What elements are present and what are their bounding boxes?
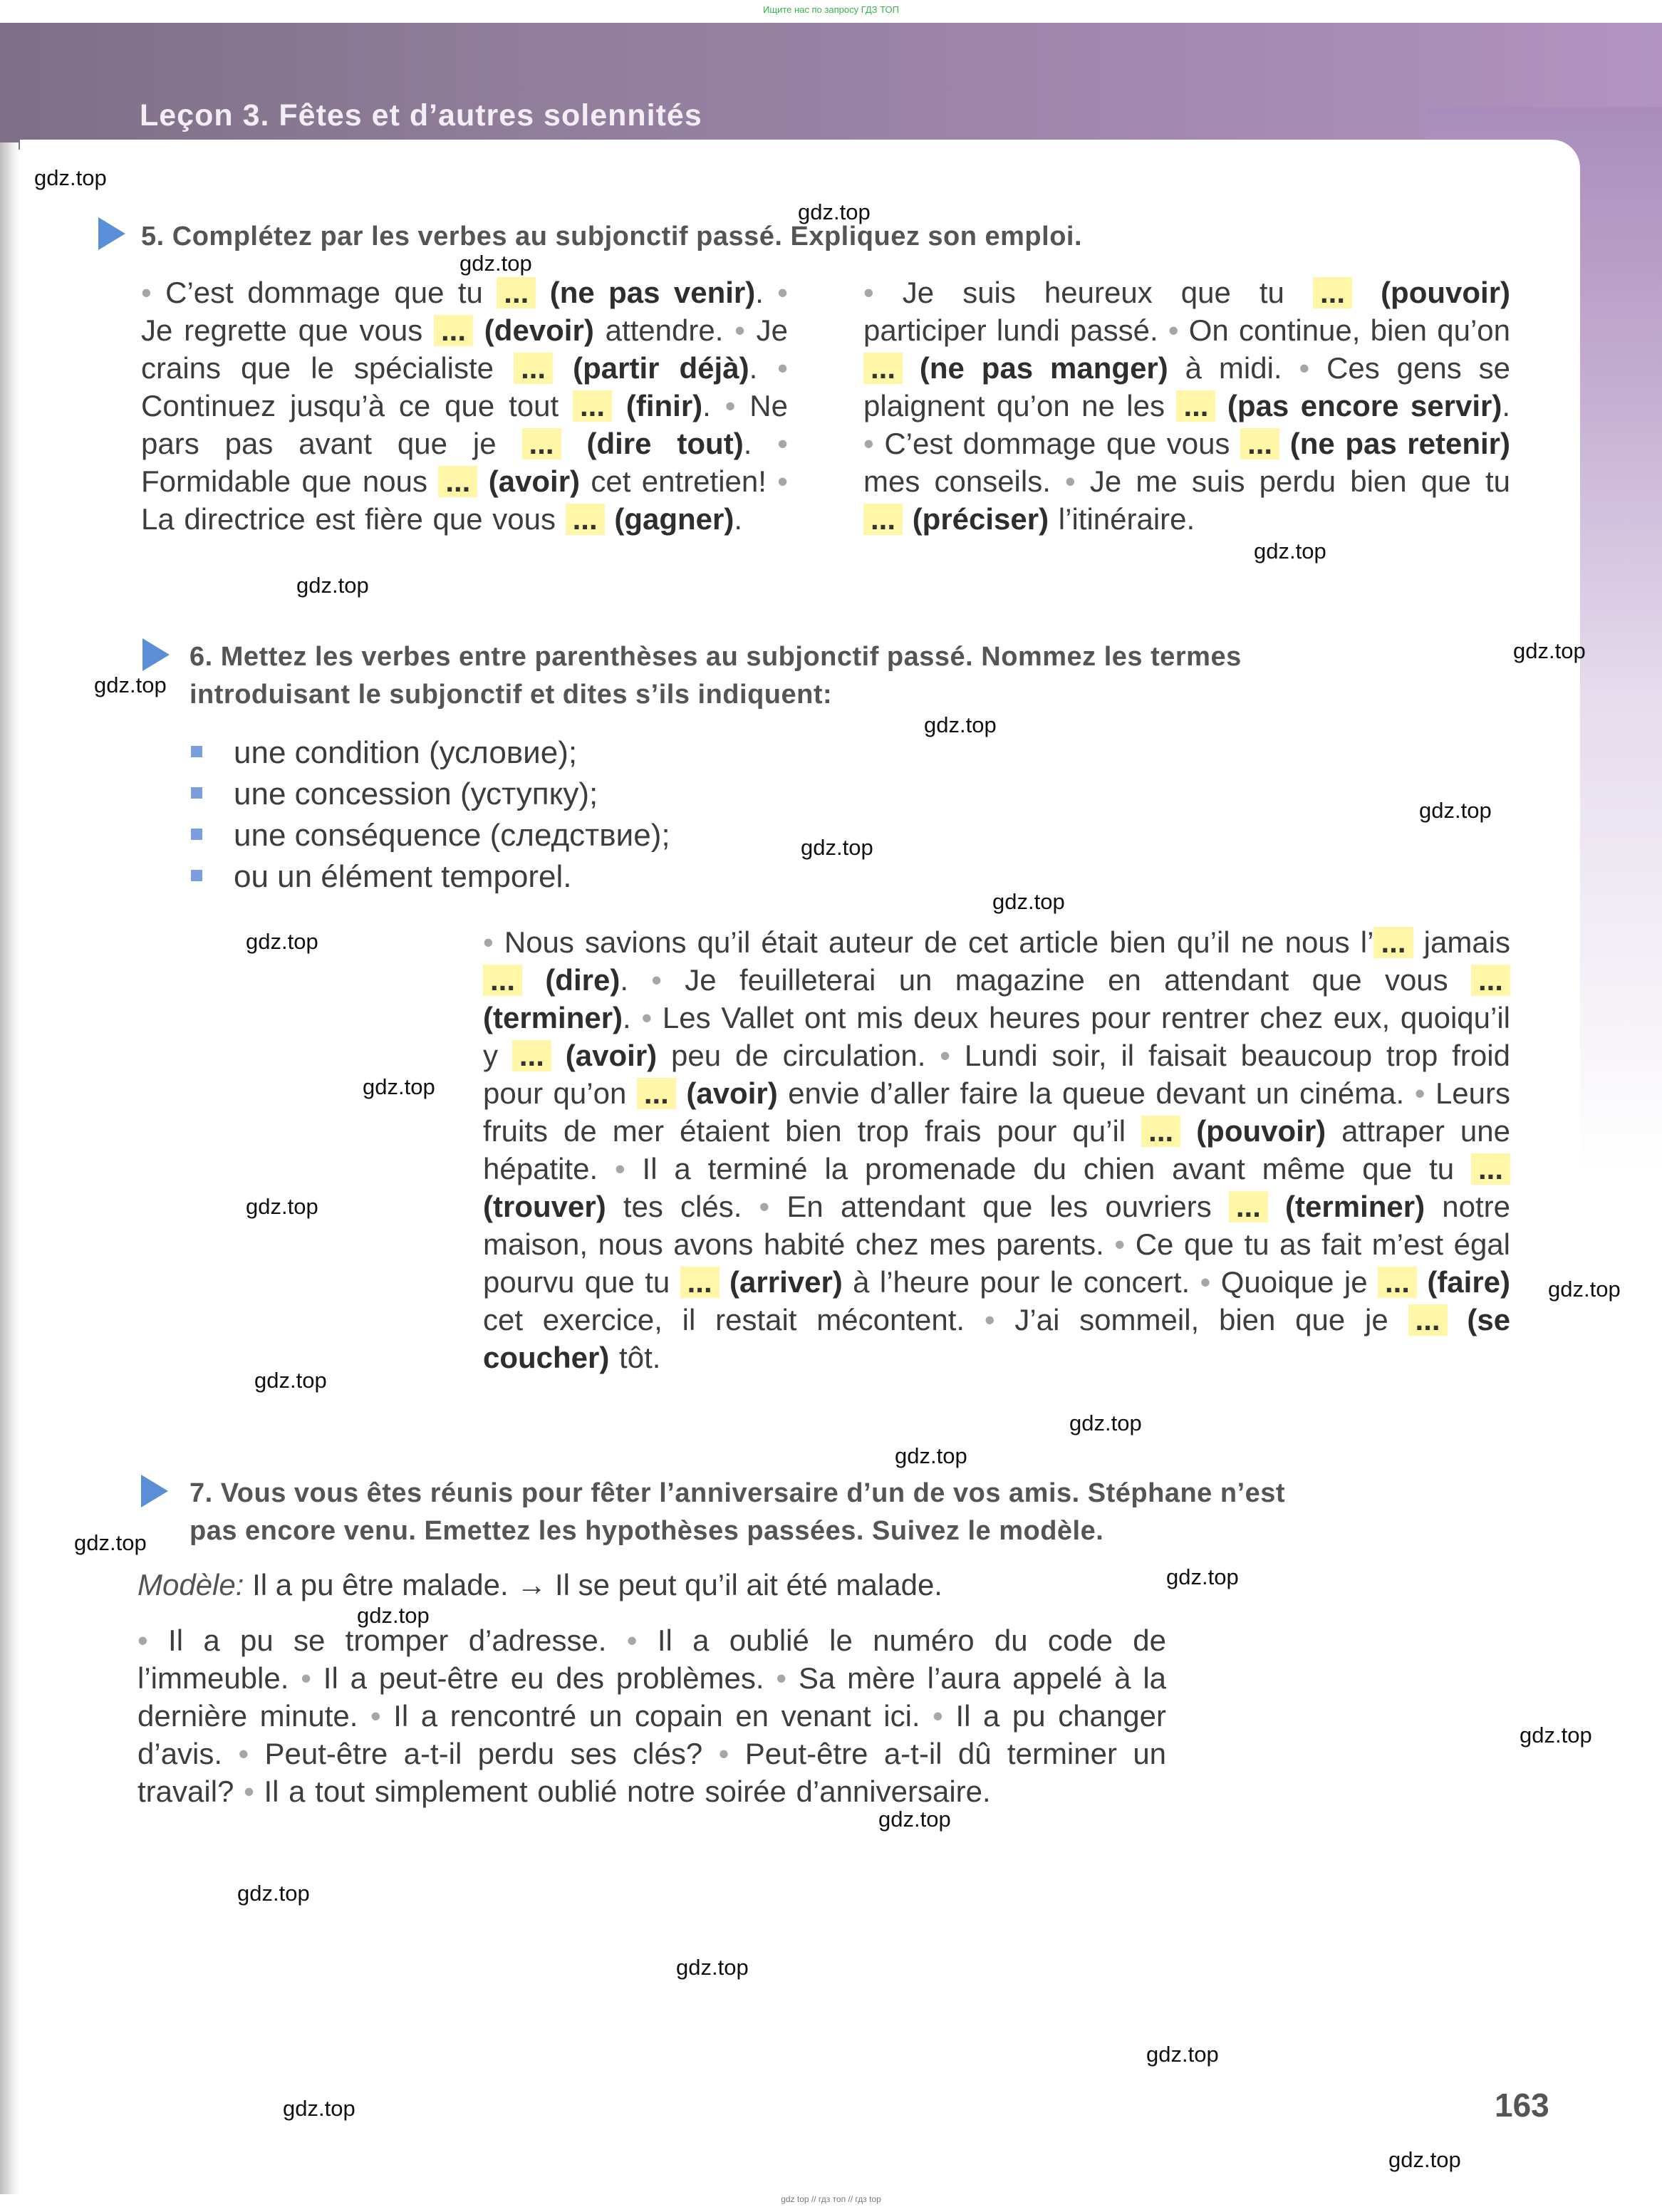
ex6-sentence-3-verb: (avoir): [686, 1076, 778, 1110]
ex6-sentence-2-post: peu de circulation.: [671, 1039, 926, 1072]
answer-blank[interactable]: ...: [1229, 1191, 1268, 1222]
answer-blank[interactable]: ...: [680, 1267, 720, 1298]
ex5-right-3-post: mes conseils.: [863, 464, 1051, 498]
ex6-sentence-6-post: notre maison, nous avons habité chez mes parents.: [483, 1190, 1510, 1261]
model-label: Modèle:: [137, 1568, 244, 1601]
answer-blank[interactable]: ...: [522, 428, 561, 459]
watermark: gdz.top: [992, 889, 1065, 914]
ex6-sentence-9-text: J’ai sommeil, bien que je: [1014, 1303, 1388, 1336]
list-item: [191, 815, 670, 856]
exercise-7-model: [137, 1566, 942, 1604]
lesson-title: Leçon 3. Fêtes et d’autres solennités: [140, 98, 702, 133]
ex7-sentence: Il a pu se tromper d’adresse.: [168, 1624, 607, 1657]
ex7-sentence: Il a tout simplement oublié notre soirée d’anniversaire.: [264, 1775, 991, 1808]
model-text: Il a pu être malade. → Il se peut qu’il ait été malade.: [252, 1568, 942, 1601]
watermark: gdz.top: [895, 1443, 967, 1468]
ex5-left-4-text: Ne pars pas avant que je: [141, 389, 788, 460]
ex6-sentence-4-text: Leurs fruits de mer étaient bien trop frais pour qu’il: [483, 1076, 1510, 1148]
ex5-right-0-post: participer lundi passé.: [863, 313, 1158, 347]
ex5-left-1-post: attendre.: [605, 313, 724, 347]
list-item: [191, 774, 598, 815]
watermark: gdz.top: [254, 1368, 327, 1393]
ex6-sentence-7-text: Ce que tu as fait m’est égal pourvu que tu: [483, 1227, 1510, 1299]
answer-blank[interactable]: ...: [434, 315, 473, 346]
ex5-right-1-post: à midi.: [1185, 351, 1282, 385]
watermark: gdz.top: [237, 1881, 310, 1906]
ex7-sentence: Sa mère l’aura appelé à la dernière minute.: [137, 1661, 1167, 1733]
watermark: gdz.top: [924, 712, 997, 737]
list-item-label: une condition (условие);: [234, 735, 578, 770]
watermark: gdz.top: [1069, 1411, 1142, 1435]
top-note: Ищите нас по запросу ГДЗ ТОП: [763, 4, 899, 15]
watermark: gdz.top: [1146, 2042, 1219, 2067]
ex6-sentence-5-verb: (trouver): [483, 1190, 606, 1223]
page-left-edge: [0, 142, 19, 2194]
ex6-sentence-0-verb: (dire): [545, 963, 620, 997]
ex5-left-3-verb: (finir): [625, 389, 703, 422]
watermark: gdz.top: [1388, 2147, 1461, 2172]
ex7-sentence: Il a peut-être eu des problèmes.: [323, 1661, 764, 1695]
watermark: gdz.top: [1513, 638, 1586, 663]
ex5-right-4-text: Je me suis perdu bien que tu: [1089, 464, 1511, 498]
exercise-6-text: • Nous savions qu’il était auteur de cet article bien qu’il ne nous l’ ... jamais ... (dire). • Je feuilleterai un magazine en attendant que vous ... (terminer). • Les Vallet ont mis deux heures pour rentrer chez eux, quoiqu’il y ... (avoir) peu de circulation. • Lundi soir, il faisait beaucoup trop froid pour qu’on ... (avoir) envie d’aller faire la queue devant un cinéma. • Leurs fruits de mer étaient bien trop frais pour qu’il ... (pouvoir) attraper une hépatite. • Il a terminé la promenade du chien avant même que tu ... (trouver) tes clés. • En attendant que les ouvriers ... (terminer) notre maison, nous avons habité chez mes parents. • Ce que tu as fait m’est égal pourvu que tu ... (arriver) à l’heure pour le concert. • Quoique je ... (faire) cet exercice, il restait mécontent. • J’ai sommeil, bien que je ... (se coucher) tôt.: [483, 925, 1511, 1374]
exercise-7-title-line-2: pas encore venu. Emettez les hypothèses passées. Suivez le modèle.: [189, 1516, 1104, 1546]
watermark: gdz.top: [1520, 1723, 1592, 1748]
exercise-5-left-column: • C’est dommage que tu ... (ne pas venir). • Je regrette que vous ... (devoir) attendre. • Je crains que le spécialiste ... (partir déjà). • Continuez jusqu’à ce que tout ... (finir). • Ne pars pas avant que je ... (dire tout). • Formidable que nous ... (avoir) cet entretien! • La directrice est fière que vous ... (gagner).: [141, 276, 789, 536]
ex5-right-4-verb: (préciser): [912, 502, 1049, 536]
bottom-note: gdz top // гдз топ // гдз top: [781, 2194, 881, 2204]
list-item-label: une concession (уступку);: [234, 777, 598, 811]
ex7-sentence: Peut-être a-t-il dû terminer un travail?: [137, 1737, 1167, 1808]
watermark: gdz.top: [676, 1955, 749, 1980]
answer-blank[interactable]: ...: [483, 965, 522, 996]
answer-blank[interactable]: ...: [1373, 927, 1413, 958]
exercise-7-title: [189, 1475, 1507, 1550]
square-bullet-icon: [191, 829, 202, 840]
ex6-sentence-9-verb: (se coucher): [483, 1303, 1511, 1374]
watermark: gdz.top: [363, 1074, 435, 1099]
list-item-label: ou un élément temporel.: [234, 859, 572, 894]
ex6-sentence-4-verb: (pouvoir): [1196, 1114, 1326, 1148]
watermark: gdz.top: [34, 165, 107, 190]
exercise-6-title: [189, 638, 1472, 714]
ex6-sentence-9-post: tôt.: [619, 1341, 661, 1374]
page-number: 163: [1495, 2087, 1549, 2124]
ex5-left-1-verb: (devoir): [484, 313, 594, 347]
ex5-right-2-text: Ces gens se plaignent qu’on ne les: [863, 351, 1510, 422]
ex5-left-3-text: Continuez jusqu’à ce que tout: [141, 389, 559, 422]
answer-blank[interactable]: ...: [514, 353, 553, 384]
ex5-left-2-verb: (partir déjà): [573, 351, 749, 385]
ex5-right-4-post: l’itinéraire.: [1058, 502, 1195, 536]
ex6-sentence-5-post: tes clés.: [623, 1190, 742, 1223]
watermark: gdz.top: [357, 1603, 430, 1628]
watermark: gdz.top: [94, 673, 167, 697]
answer-blank[interactable]: ...: [1176, 390, 1215, 422]
list-item: [191, 856, 572, 898]
square-bullet-icon: [191, 787, 202, 799]
ex6-sentence-8-text: Quoique je: [1220, 1265, 1368, 1299]
ex6-sentence-2-verb: (avoir): [565, 1039, 658, 1072]
exercise-5-title: 5. Complétez par les verbes au subjonctif passé. Expliquez son emploi.: [141, 222, 1083, 251]
watermark: gdz.top: [1548, 1277, 1621, 1302]
answer-blank[interactable]: ...: [438, 466, 477, 497]
ex5-right-1-text: On continue, bien qu’on: [1188, 313, 1511, 347]
ex5-left-5-post: cet entretien!: [591, 464, 767, 498]
ex7-sentence: Il a rencontré un copain en venant ici.: [393, 1699, 920, 1733]
ex5-right-1-verb: (ne pas manger): [919, 351, 1168, 385]
list-item: [191, 732, 577, 774]
watermark: gdz.top: [878, 1807, 951, 1832]
watermark: gdz.top: [459, 251, 532, 276]
square-bullet-icon: [191, 870, 202, 881]
ex6-sentence-7-verb: (arriver): [729, 1265, 843, 1299]
ex6-sentence-5-text: Il a terminé la promenade du chien avant même que tu: [642, 1152, 1455, 1185]
ex5-left-1-text: Je regrette que vous: [141, 313, 423, 347]
list-item-label: une conséquence (следствие);: [234, 818, 670, 853]
answer-blank[interactable]: ...: [637, 1078, 676, 1109]
ex5-left-5-text: Formidable que nous: [141, 464, 427, 498]
ex7-sentence: Il a oublié le numéro du code de l’immeuble.: [137, 1624, 1167, 1695]
ex5-left-5-verb: (avoir): [488, 464, 581, 498]
ex7-sentence: Peut-être a-t-il perdu ses clés?: [264, 1737, 703, 1770]
watermark: gdz.top: [1254, 539, 1326, 564]
ex6-sentence-4-post: attraper une hépatite.: [483, 1114, 1510, 1185]
answer-blank[interactable]: ...: [1141, 1116, 1180, 1147]
ex6-sentence-8-verb: (faire): [1427, 1265, 1511, 1299]
ex5-right-2-verb: (pas encore servir): [1227, 389, 1502, 422]
ex6-sentence-3-text: Lundi soir, il faisait beaucoup trop froid pour qu’on: [483, 1039, 1510, 1110]
answer-blank[interactable]: ...: [512, 1040, 551, 1071]
answer-blank[interactable]: ...: [1471, 965, 1510, 996]
ex5-left-6-text: La directrice est fière que vous: [141, 502, 556, 536]
watermark: gdz.top: [801, 835, 873, 860]
watermark: gdz.top: [1419, 798, 1492, 823]
answer-blank[interactable]: ...: [1313, 277, 1352, 308]
exercise-5-marker-icon: [98, 217, 125, 250]
ex6-sentence-6-text: En attendant que les ouvriers: [786, 1190, 1212, 1223]
square-bullet-icon: [191, 746, 202, 757]
ex6-sentence-2-text: Les Vallet ont mis deux heures pour rentrer chez eux, quoiqu’il y: [483, 1001, 1510, 1072]
ex5-left-6-verb: (gagner): [614, 502, 734, 536]
watermark: gdz.top: [296, 573, 369, 598]
ex6-sentence-8-post: cet exercice, il restait mécontent.: [483, 1303, 965, 1336]
ex6-sentence-6-verb: (terminer): [1285, 1190, 1425, 1223]
ex5-left-0-verb: (ne pas venir): [549, 276, 756, 309]
answer-blank[interactable]: ...: [1378, 1267, 1417, 1298]
exercise-6-title-line-1: 6. Mettez les verbes entre parenthèses au subjonctif passé. Nommez les termes: [189, 642, 1242, 672]
answer-blank[interactable]: ...: [863, 353, 903, 384]
ex6-sentence-7-post: à l’heure pour le concert.: [853, 1265, 1190, 1299]
answer-blank[interactable]: ...: [1471, 1153, 1510, 1185]
watermark: gdz.top: [74, 1530, 147, 1555]
exercise-7-title-line-1: 7. Vous vous êtes réunis pour fêter l’anniversaire d’un de vos amis. Stéphane n’est: [189, 1478, 1286, 1508]
answer-blank[interactable]: ...: [497, 277, 536, 308]
ex6-sentence-0-mid: jamais: [1423, 925, 1511, 959]
exercise-7-marker-icon: [141, 1475, 168, 1507]
ex6-sentence-1-text: Je feuilleterai un magazine en attendant que vous: [685, 963, 1448, 997]
exercise-6-marker-icon: [142, 638, 170, 671]
answer-blank[interactable]: ...: [566, 504, 605, 535]
ex5-left-2-text: Je crains que le spécialiste: [141, 313, 789, 385]
ex6-sentence-1-verb: (terminer): [483, 1001, 623, 1034]
ex5-left-4-verb: (dire tout): [586, 427, 744, 460]
answer-blank[interactable]: ...: [863, 504, 903, 535]
watermark: gdz.top: [246, 1194, 318, 1219]
ex6-sentence-0-text: Nous savions qu’il était auteur de cet article bien qu’il ne nous l’: [504, 925, 1374, 959]
ex5-right-0-verb: (pouvoir): [1381, 276, 1511, 309]
watermark: gdz.top: [246, 929, 318, 954]
watermark: gdz.top: [1166, 1564, 1239, 1589]
ex5-left-0-text: C’est dommage que tu: [165, 276, 483, 309]
answer-blank[interactable]: ...: [1240, 428, 1279, 459]
exercise-5-right-column: • Je suis heureux que tu ... (pouvoir) participer lundi passé. • On continue, bien qu’on ... (ne pas manger) à midi. • Ces gens se plaignent qu’on ne les ... (pas encore servir). • C’est dommage que vous ... (ne pas retenir) mes conseils. • Je me suis perdu bien que tu ... (préciser) l’itinéraire.: [863, 276, 1511, 536]
exercise-6-title-line-2: introduisant le subjonctif et dites s’ils indiquent:: [189, 680, 833, 710]
watermark: gdz.top: [283, 2096, 355, 2121]
ex7-sentence: Il a pu changer d’avis.: [137, 1699, 1166, 1770]
ex5-right-0-text: Je suis heureux que tu: [902, 276, 1284, 309]
ex6-sentence-3-post: envie d’aller faire la queue devant un cinéma.: [788, 1076, 1405, 1110]
ex5-right-3-verb: (ne pas retenir): [1289, 427, 1511, 460]
ex5-right-3-text: C’est dommage que vous: [884, 427, 1230, 460]
exercise-7-text: • Il a pu se tromper d’adresse. • Il a oublié le numéro du code de l’immeuble. • Il a peut-être eu des problèmes. • Sa mère l’aura appelé à la dernière minute. • Il a rencontré un copain en venant ici. • Il a pu changer d’avis. • Peut-être a-t-il perdu ses clés? • Peut-être a-t-il dû terminer un travail? • Il a tout simplement oublié notre soirée d’anniversaire.: [137, 1624, 1167, 1808]
watermark: gdz.top: [798, 199, 871, 224]
answer-blank[interactable]: ...: [573, 390, 612, 422]
answer-blank[interactable]: ...: [1408, 1304, 1448, 1336]
